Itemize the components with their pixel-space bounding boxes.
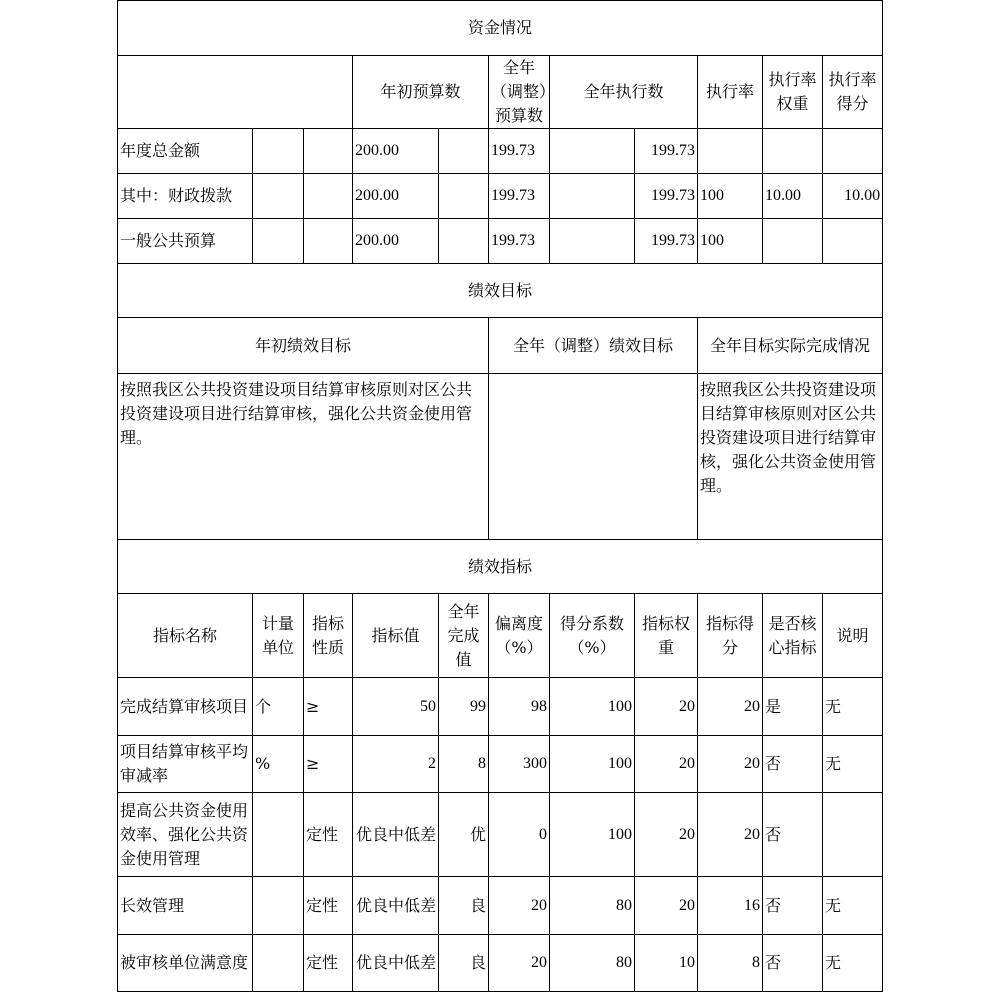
indicator-core: 否 (763, 736, 823, 793)
funds-row-label: 年度总金额 (118, 129, 253, 174)
funds-row-score: 10.00 (823, 174, 883, 219)
header-rate-weight: 执行率权重 (763, 56, 823, 129)
indicator-value: 优良中低差 (353, 877, 439, 935)
goals-title: 绩效目标 (118, 264, 883, 318)
indicator-note: 无 (823, 678, 883, 736)
indicator-nature: ≥ (304, 736, 353, 793)
funds-row-adjusted: 199.73 (489, 219, 550, 264)
header-core: 是否核心指标 (763, 594, 823, 678)
indicator-core: 否 (763, 935, 823, 992)
funds-row-rate: 100 (698, 174, 763, 219)
funds-row-initial: 200.00 (353, 129, 439, 174)
indicator-name: 长效管理 (118, 877, 253, 935)
header-indicator-name: 指标名称 (118, 594, 253, 678)
indicator-core: 是 (763, 678, 823, 736)
indicator-note: 无 (823, 877, 883, 935)
indicator-completed: 良 (439, 935, 489, 992)
funds-cell-blank (253, 174, 304, 219)
indicator-score: 20 (698, 793, 763, 877)
actual-goal-text: 按照我区公共投资建设项目结算审核原则对区公共投资建设项目进行结算审核，强化公共资金使用管理。 (698, 374, 883, 540)
indicator-coef: 80 (550, 877, 635, 935)
performance-table-wrapper (117, 0, 882, 975)
indicator-weight: 10 (635, 935, 698, 992)
indicator-completed: 99 (439, 678, 489, 736)
funds-row-executed: 199.73 (635, 219, 698, 264)
header-adjusted-budget: 全年（调整）预算数 (489, 56, 550, 129)
header-coef: 得分系数（%） (550, 594, 635, 678)
indicator-coef: 100 (550, 736, 635, 793)
header-note: 说明 (823, 594, 883, 678)
indicator-note: 无 (823, 736, 883, 793)
adjusted-goal-text (489, 374, 698, 540)
funds-row-weight (763, 219, 823, 264)
funds-cell-blank (253, 129, 304, 174)
header-value: 指标值 (353, 594, 439, 678)
funds-row-rate (698, 129, 763, 174)
indicator-score: 8 (698, 935, 763, 992)
indicators-title: 绩效指标 (118, 540, 883, 594)
funds-row-weight: 10.00 (763, 174, 823, 219)
header-weight: 指标权重 (635, 594, 698, 678)
header-rate-score: 执行率得分 (823, 56, 883, 129)
indicator-deviation: 300 (489, 736, 550, 793)
header-rate: 执行率 (698, 56, 763, 129)
funds-cell-blank (304, 129, 353, 174)
funds-row-weight (763, 129, 823, 174)
funds-row-adjusted: 199.73 (489, 129, 550, 174)
indicator-name: 提高公共资金使用效率、强化公共资金使用管理 (118, 793, 253, 877)
indicator-deviation: 20 (489, 877, 550, 935)
indicator-name: 项目结算审核平均审减率 (118, 736, 253, 793)
header-nature: 指标性质 (304, 594, 353, 678)
funds-row-rate: 100 (698, 219, 763, 264)
indicator-unit: 个 (253, 678, 304, 736)
indicator-value: 2 (353, 736, 439, 793)
funds-cell-blank (304, 174, 353, 219)
indicator-coef: 100 (550, 793, 635, 877)
indicator-unit: % (253, 736, 304, 793)
indicator-completed: 优 (439, 793, 489, 877)
indicator-coef: 80 (550, 935, 635, 992)
indicator-nature: 定性 (304, 793, 353, 877)
indicator-deviation: 0 (489, 793, 550, 877)
funds-row-adjusted: 199.73 (489, 174, 550, 219)
funds-row-label: 其中：财政拨款 (118, 174, 253, 219)
funds-cell-blank (550, 174, 635, 219)
indicator-weight: 20 (635, 793, 698, 877)
funds-title: 资金情况 (118, 1, 883, 56)
header-completed: 全年完成值 (439, 594, 489, 678)
funds-cell-blank (439, 129, 489, 174)
indicator-completed: 8 (439, 736, 489, 793)
indicator-unit (253, 877, 304, 935)
funds-row-initial: 200.00 (353, 219, 439, 264)
indicator-note (823, 793, 883, 877)
header-score: 指标得分 (698, 594, 763, 678)
indicator-nature: 定性 (304, 877, 353, 935)
indicator-value: 优良中低差 (353, 793, 439, 877)
funds-cell-blank (550, 219, 635, 264)
indicator-coef: 100 (550, 678, 635, 736)
indicator-unit (253, 793, 304, 877)
indicator-score: 16 (698, 877, 763, 935)
header-adjusted-goal: 全年（调整）绩效目标 (489, 318, 698, 374)
indicator-note: 无 (823, 935, 883, 992)
header-initial-budget: 年初预算数 (353, 56, 489, 129)
indicator-weight: 20 (635, 678, 698, 736)
header-initial-goal: 年初绩效目标 (118, 318, 489, 374)
indicator-score: 20 (698, 736, 763, 793)
indicator-deviation: 20 (489, 935, 550, 992)
indicator-value: 优良中低差 (353, 935, 439, 992)
indicator-completed: 良 (439, 877, 489, 935)
initial-goal-text: 按照我区公共投资建设项目结算审核原则对区公共投资建设项目进行结算审核，强化公共资金使用管理。 (118, 374, 489, 540)
indicator-unit (253, 935, 304, 992)
funds-cell-blank (439, 219, 489, 264)
header-deviation: 偏离度（%） (489, 594, 550, 678)
funds-row-label: 一般公共预算 (118, 219, 253, 264)
performance-table (117, 0, 883, 992)
indicator-name: 被审核单位满意度 (118, 935, 253, 992)
funds-row-score (823, 129, 883, 174)
header-unit: 计量单位 (253, 594, 304, 678)
funds-row-initial: 200.00 (353, 174, 439, 219)
indicator-nature: ≥ (304, 678, 353, 736)
indicator-score: 20 (698, 678, 763, 736)
funds-cell-blank (439, 174, 489, 219)
header-executed: 全年执行数 (550, 56, 698, 129)
indicator-value: 50 (353, 678, 439, 736)
indicator-core: 否 (763, 793, 823, 877)
header-actual-goal: 全年目标实际完成情况 (698, 318, 883, 374)
funds-row-executed: 199.73 (635, 174, 698, 219)
funds-row-executed: 199.73 (635, 129, 698, 174)
indicator-weight: 20 (635, 877, 698, 935)
indicator-core: 否 (763, 877, 823, 935)
indicator-deviation: 98 (489, 678, 550, 736)
funds-header-blank (118, 56, 353, 129)
indicator-weight: 20 (635, 736, 698, 793)
indicator-nature: 定性 (304, 935, 353, 992)
indicator-name: 完成结算审核项目 (118, 678, 253, 736)
funds-cell-blank (253, 219, 304, 264)
funds-cell-blank (550, 129, 635, 174)
funds-row-score (823, 219, 883, 264)
funds-cell-blank (304, 219, 353, 264)
